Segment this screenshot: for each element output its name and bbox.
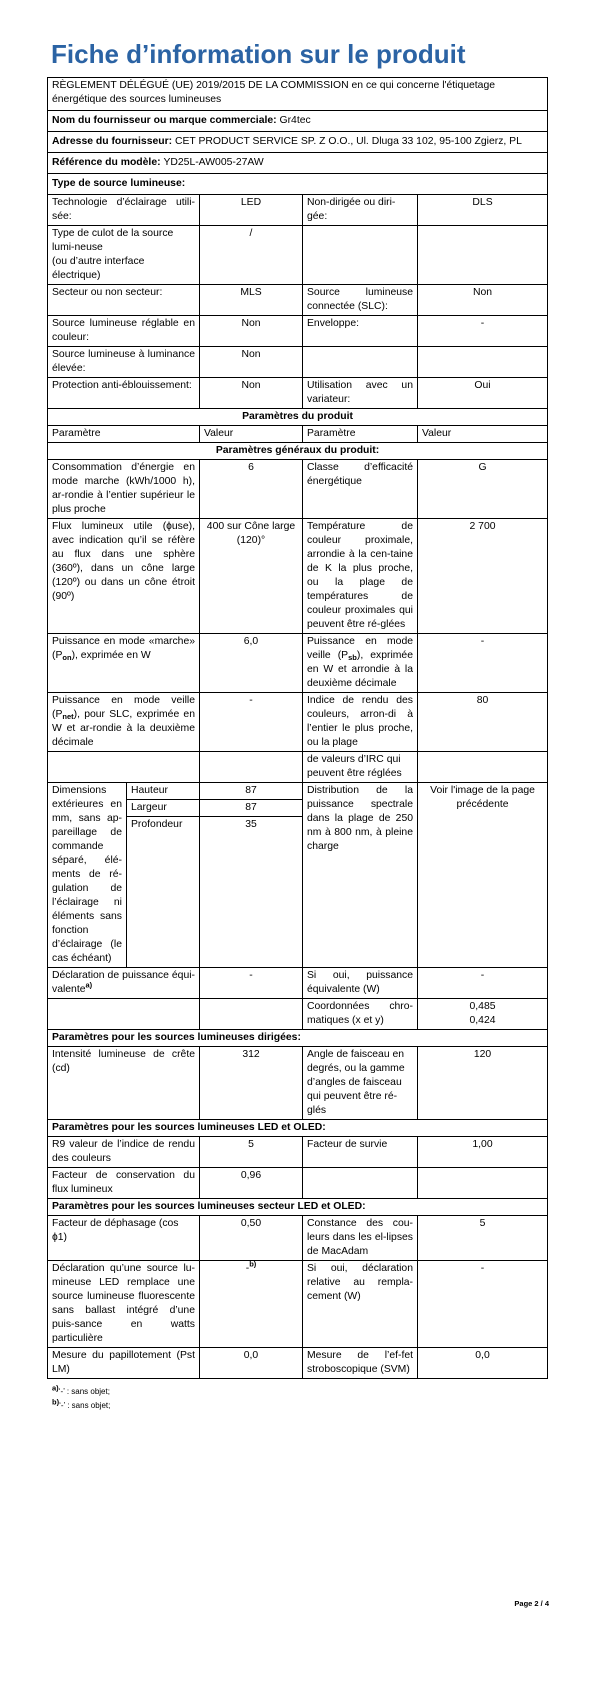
general-params-heading: Paramètres généraux du produit: [48,443,548,460]
model-reference-row [48,153,548,174]
led-params-heading: Paramètres pour les sources lumineuses LED et OLED: [48,1120,548,1137]
product-params-heading: Paramètres du produit [48,409,548,426]
r9-label: R9 valeur de l’indice de rendu des couleurs [48,1137,200,1168]
replacement-watts-value: - [418,1261,548,1348]
r9-value: 5 [200,1137,303,1168]
source-type-heading: Type de source lumineuse: [48,174,548,195]
supplier-name-row [48,111,548,132]
dimensions-label: Dimensions extérieures en mm, sans ap-pareillage de commande séparé, élé-ments de ré-gulation de l’éclairage ni éléments sans fonction d’éclairage (le cas échéant) [48,783,127,967]
power-factor-value: 0,50 [200,1216,303,1261]
cap-type-cell [48,226,200,285]
energy-consumption-label: Consommation d’énergie en mode marche (kWh/1000 h), ar-rondie à l’entier supérieur le plus proche [48,460,200,519]
empty-cell [303,226,418,285]
connected-value: Non [418,285,548,316]
energy-class-value: G [418,460,548,519]
empty-cell [418,226,548,285]
mains-value: MLS [200,285,303,316]
empty-cell [303,1168,418,1199]
dimensions-layout [48,783,199,967]
model-reference-label: Référence du modèle: [52,157,161,168]
technology-label: Technologie d’éclairage utili-sée: [48,195,200,226]
spectral-distribution-label: Distribution de la puissance spectrale dans la plage de 250 nm à 800 nm, à pleine charge [303,783,418,968]
envelope-value: - [418,316,548,347]
dimmer-value: Oui [418,378,548,409]
empty-cell [48,752,200,783]
depth-label: Profondeur [131,819,183,830]
chromaticity-label: Coordonnées chro-matiques (x et y) [303,999,418,1030]
standby-power-label: Puissance en mode veille $(P_{sb})$, exprimée en W et arrondie à la deuxième décimale [303,634,418,693]
useful-flux-value: 400 sur Cône large (120)° [200,519,303,634]
empty-cell [200,752,303,783]
mains-led-params-heading: Paramètres pour les sources lumineuses secteur LED et OLED: [48,1199,548,1216]
width-value: 87 [200,800,302,817]
high-luminance-label: Source lumineuse à luminance élevée: [48,347,200,378]
lumen-maintenance-label: Facteur de conservation du flux lumineux [48,1168,200,1199]
stroboscopic-label: Mesure de l’ef-fet stroboscopique (SVM) [303,1348,418,1379]
footnotes [52,1385,547,1413]
page-title: Fiche d’information sur le produit [51,39,466,69]
supplier-name-label: Nom du fournisseur ou marque commerciale: [52,115,277,126]
useful-flux-label: Flux lumineux utile (ɸuse), avec indication qu’il se réfère au flux dans une sphère (360º), dans un cône large (120º) ou dans un cône étroit (90º) [48,519,200,634]
model-reference-value: YD25L-AW005-27AW [163,157,264,168]
flicker-label: Mesure du papillotement (Pst LM) [48,1348,200,1379]
column-header-param: Paramètre [48,426,200,443]
survival-factor-label: Facteur de survie [303,1137,418,1168]
survival-factor-value: 1,00 [418,1137,548,1168]
energy-class-label: Classe d’efficacité énergétique [303,460,418,519]
cap-type-value: / [200,226,303,285]
width-label: Largeur [127,800,199,817]
anti-glare-value: Non [200,378,303,409]
connected-label: Source lumineuse connectée (SLC): [303,285,418,316]
regulation-text: RÈGLEMENT DÉLÉGUÉ (UE) 2019/2015 DE LA COMMISSION en ce qui concerne l'étiquetage énergétique des sources lumineuses [48,78,548,111]
equivalent-watts-value: - [418,968,548,999]
empty-cell [418,347,548,378]
on-mode-power-value: 6,0 [200,634,303,693]
energy-consumption-value: 6 [200,460,303,519]
envelope-label: Enveloppe: [303,316,418,347]
stroboscopic-value: 0,0 [418,1348,548,1379]
empty-cell [418,752,548,783]
replacement-claim-label: Déclaration qu’une source lu-mineuse LED remplace une source lumineuse fluorescente sans ballast intégré d’une puis-sance en watts particulière [48,1261,200,1348]
cct-label: Température de couleur proximale, arrondie à la cen-taine de K la plus proche, ou la plage de températures de couleur proximales qui peuvent être ré-glées [303,519,418,634]
equivalent-power-value: - [200,968,303,999]
product-information-sheet [47,37,547,1413]
supplier-name-value: Gr4tec [279,115,311,126]
footnote-b: $^{b)}$‘-’ : sans objet; [52,1397,111,1410]
info-table [47,77,548,1379]
colour-tunable-value: Non [200,316,303,347]
cap-type-label-2: (ou d’autre interface électrique) [52,256,145,281]
networked-standby-value: - [200,693,303,752]
height-value: 87 [200,783,302,800]
height-label: Hauteur [127,783,199,800]
cct-value: 2 700 [418,519,548,634]
flicker-value: 0,0 [200,1348,303,1379]
on-mode-power-label: Puissance en mode «marche» $(P_{on})$, exprimée en W [48,634,200,693]
supplier-address-row [48,132,548,153]
dimmer-label: Utilisation avec un variateur: [303,378,418,409]
power-factor-label: Facteur de déphasage (cos ɸ1) [48,1216,200,1261]
beam-angle-value: 120 [418,1047,548,1120]
high-luminance-value: Non [200,347,303,378]
depth-value: 35 [245,819,257,830]
page-number: Page 2 / 4 [514,1599,549,1608]
spectral-distribution-value: Voir l'image de la page précédente [418,783,548,968]
replacement-claim-value: -$^{b)}$ [200,1261,303,1348]
directed-label: Non-dirigée ou diri-gée: [303,195,418,226]
cri-label: Indice de rendu des couleurs, arron-di à l’entier le plus proche, ou la plage [303,693,418,752]
empty-cell [48,999,200,1030]
directed-params-heading: Paramètres pour les sources lumineuses dirigées: [48,1030,548,1047]
anti-glare-label: Protection anti-éblouissement: [48,378,200,409]
supplier-address-value: CET PRODUCT SERVICE SP. Z O.O., Ul. Dluga 33 102, 95-100 Zgierz, PL [175,136,522,147]
equivalent-watts-label: Si oui, puissance équivalente (W) [303,968,418,999]
peak-intensity-value: 312 [200,1047,303,1120]
mains-label: Secteur ou non secteur: [48,285,200,316]
empty-cell [200,999,303,1030]
directed-value: DLS [418,195,548,226]
standby-power-value: - [418,634,548,693]
column-header-value: Valeur [418,426,548,443]
equivalent-power-label: Déclaration de puissance équi-valente$^{a)}$ [48,968,200,999]
footnote-a: $^{a)}$‘-’ : sans objet; [52,1383,110,1396]
chromaticity-y: 0,424 [469,1015,496,1026]
supplier-address-label: Adresse du fournisseur: [52,136,173,147]
chromaticity-x: 0,485 [469,1001,496,1012]
dimensions-values [200,783,303,968]
peak-intensity-label: Intensité lumineuse de crête (cd) [48,1047,200,1120]
colour-tunable-label: Source lumineuse réglable en couleur: [48,316,200,347]
chromaticity-value [418,999,548,1030]
cri-label-continued: de valeurs d’IRC qui peuvent être réglées [303,752,418,783]
column-header-param: Paramètre [303,426,418,443]
technology-value: LED [200,195,303,226]
cap-type-label: Type de culot de la source lumi-neuse [52,228,174,253]
beam-angle-label: Angle de faisceau en degrés, ou la gamme d’angles de faisceau qui peuvent être ré-glés [303,1047,418,1120]
cri-value: 80 [418,693,548,752]
column-header-value: Valeur [200,426,303,443]
dimensions-cell [48,783,200,968]
networked-standby-label: Puissance en mode veille $(P_{net})$, pour SLC, exprimée en W et ar-rondie à la deuxième décimale [48,693,200,752]
colour-consistency-value: 5 [418,1216,548,1261]
lumen-maintenance-value: 0,96 [200,1168,303,1199]
replacement-watts-label: Si oui, déclaration relative au rempla-cement (W) [303,1261,418,1348]
colour-consistency-label: Constance des cou-leurs dans les el-lipses de MacAdam [303,1216,418,1261]
empty-cell [418,1168,548,1199]
empty-cell [303,347,418,378]
